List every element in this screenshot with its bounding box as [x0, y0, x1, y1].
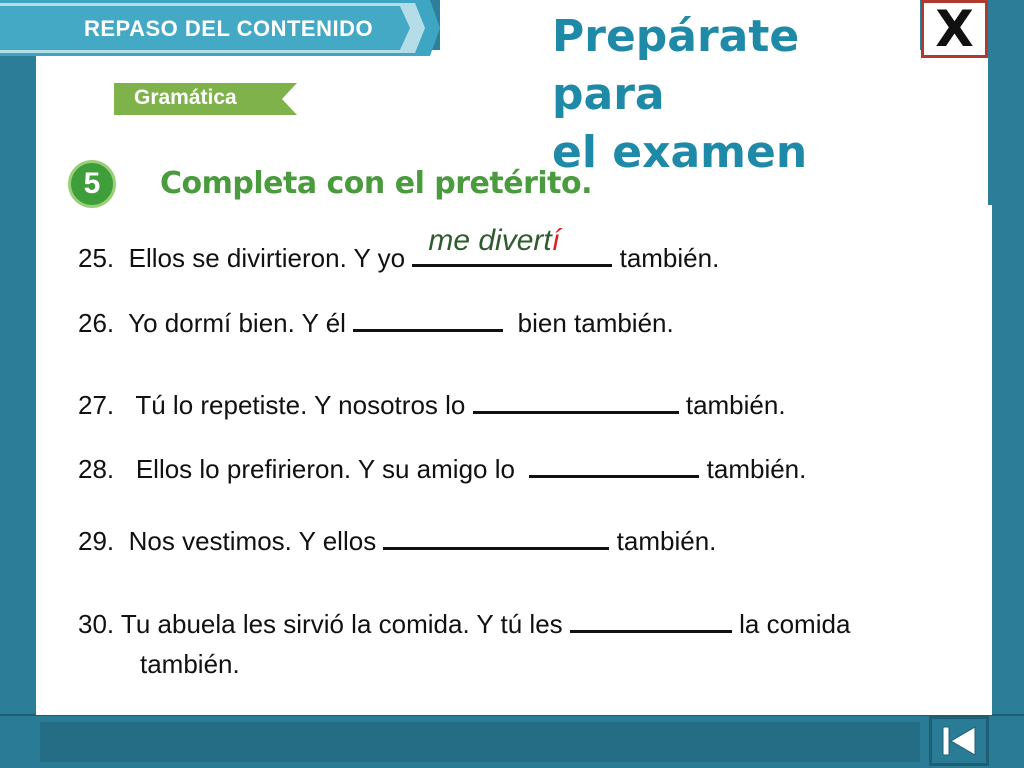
question-text: Nos vestimos. Y ellos — [128, 526, 377, 556]
question-suffix: también. — [706, 454, 807, 484]
close-button[interactable] — [921, 0, 988, 58]
first-slide-button[interactable] — [929, 716, 989, 766]
answer-text — [428, 224, 560, 258]
question-continuation: también. — [140, 649, 240, 679]
question-29 — [78, 526, 716, 557]
question-text: Tú lo repetiste. Y nosotros lo — [135, 390, 466, 420]
left-frame — [0, 0, 38, 768]
question-text: Tu abuela les sirvió la comida. Y tú les — [120, 609, 563, 639]
question-25 — [78, 224, 720, 274]
question-text: Ellos lo prefirieron. Y su amigo lo — [135, 454, 515, 484]
page-title-line1: Prepárate para — [552, 11, 800, 120]
close-icon: X — [935, 0, 974, 58]
question-suffix: también. — [685, 390, 786, 420]
question-suffix: también. — [619, 243, 720, 273]
question-26 — [78, 308, 674, 339]
answer-blank[interactable] — [473, 391, 679, 414]
answer-blank[interactable] — [353, 309, 503, 332]
page-title-line2: el examen — [552, 127, 808, 178]
bottom-bar — [0, 714, 1024, 768]
bottom-bar-inner — [40, 722, 920, 762]
question-number: 28. — [78, 454, 115, 484]
exercise-number-badge: 5 — [68, 160, 116, 208]
answer-main: me divert — [428, 224, 552, 257]
question-28 — [78, 454, 806, 485]
question-number: 29. — [78, 526, 115, 556]
answer-accent: í — [551, 224, 561, 257]
question-30 — [78, 604, 978, 684]
page-title — [552, 8, 892, 182]
question-27 — [78, 390, 786, 421]
section-label: REPASO DEL CONTENIDO — [84, 16, 374, 41]
question-suffix: también. — [616, 526, 717, 556]
question-suffix: bien también. — [517, 308, 674, 338]
answer-blank[interactable] — [383, 527, 609, 550]
answer-blank[interactable] — [570, 610, 732, 633]
question-suffix: la comida — [739, 609, 851, 639]
question-number: 26. — [78, 308, 115, 338]
question-text: Yo dormí bien. Y él — [128, 308, 346, 338]
question-number: 27. — [78, 390, 115, 420]
question-number: 30. — [78, 609, 115, 639]
skip-back-icon — [939, 723, 979, 759]
question-number: 25. — [78, 243, 115, 273]
topic-tag-label: Gramática — [134, 86, 237, 109]
question-text: Ellos se divirtieron. Y yo — [128, 243, 406, 273]
answer-blank[interactable] — [529, 455, 699, 478]
exercise-instruction: Completa con el pretérito. — [160, 166, 593, 201]
question-line — [78, 604, 978, 644]
answer-blank[interactable] — [412, 224, 612, 267]
